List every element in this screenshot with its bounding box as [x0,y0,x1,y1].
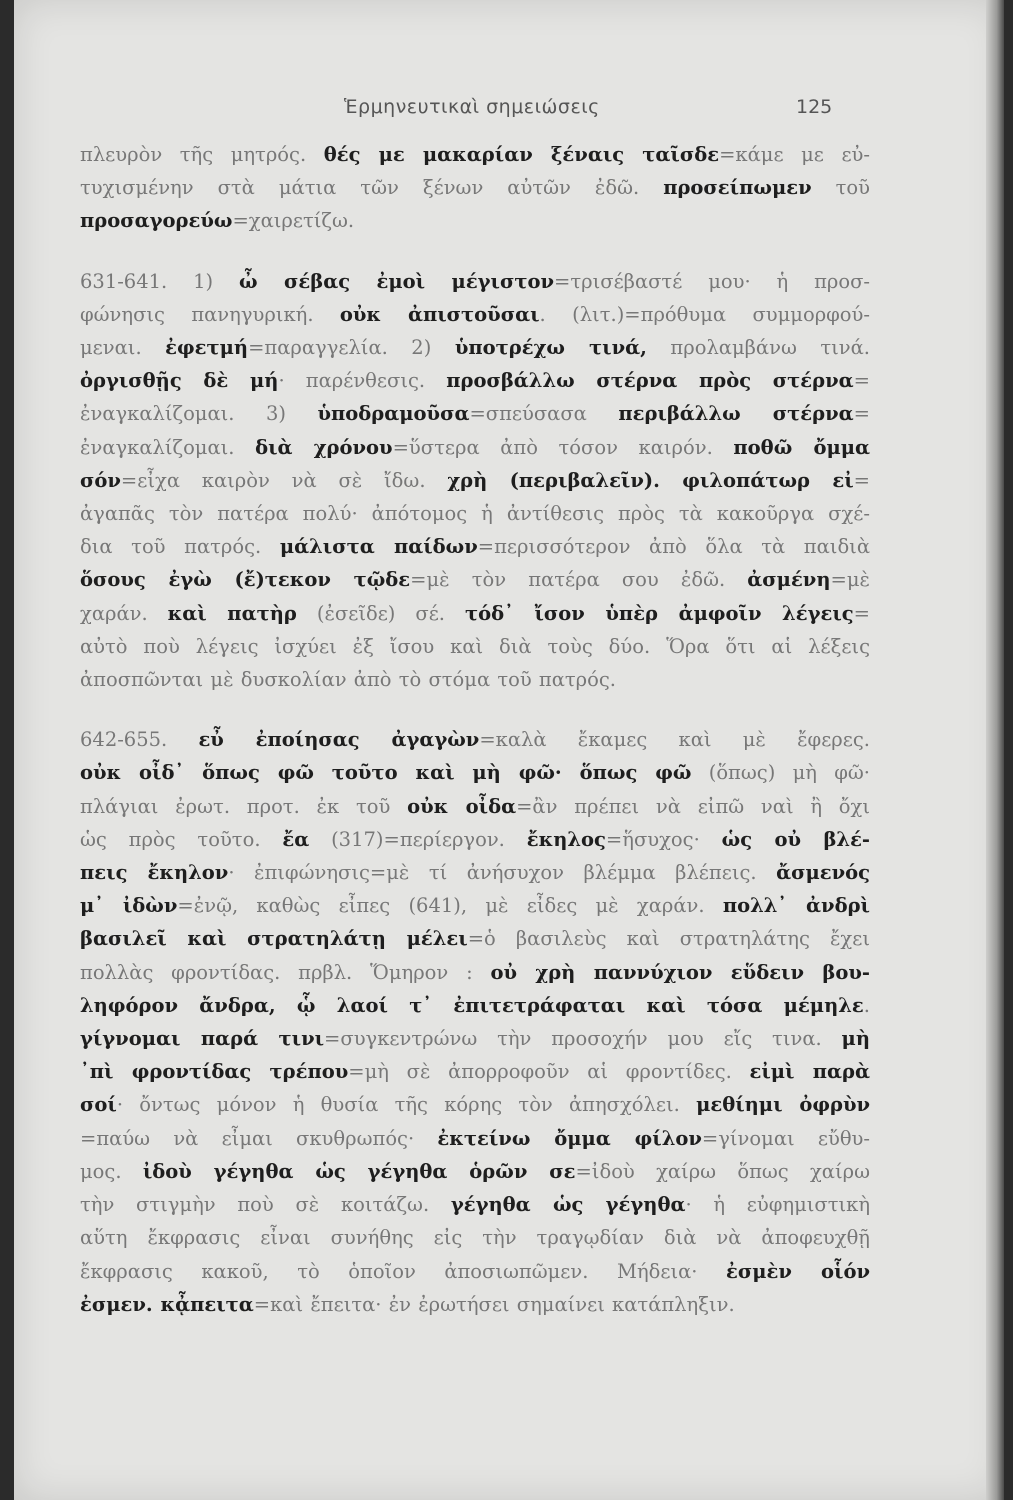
text-line [80,630,870,663]
explanation-text: =ἥσυχος· [605,827,722,851]
explanation-text: =παύω νὰ εἶμαι σκυθρωπός· [80,1126,438,1150]
explanation-text: =ἂν πρέπει νὰ εἰπῶ ναὶ ἢ ὄχι [516,794,870,818]
lemma-term: ᾽πὶ φροντίδας τρέπου [80,1060,349,1084]
explanation-text: =εἶχα καιρὸν νὰ σὲ ἴδω. [120,468,448,492]
explanation-text: 631-641. 1) [80,269,239,293]
explanation-text: τὴν στιγμὴν ποὺ σὲ κοιτάζω. [80,1193,451,1217]
lemma-term: οὐκ ἀπιστοῦσαι [339,302,540,326]
explanation-text: μος. [80,1159,143,1183]
explanation-text: πλευρὸν τῆς μητρός. [80,143,324,166]
lemma-term: ἐφετμή [165,336,249,360]
explanation-text: πλάγιαι ἐρωτ. προτ. ἐκ τοῦ [80,794,408,818]
explanation-text: πολλὰς φροντίδας. πρβλ. Ὅμηρον : [80,960,491,984]
explanation-text: =σπεύσασα [469,402,619,426]
text-line [80,956,870,989]
explanation-text: ἔκφρασις κακοῦ, τὸ ὁποῖον ἀποσιωπῶμεν. Μήδεια· [80,1259,727,1283]
lemma-term: μεθίημι ὀφρὺν [696,1093,870,1117]
text-line [80,1055,870,1088]
explanation-text: =μὴ σὲ ἀπορροφοῦν αἱ φροντίδες. [348,1060,750,1084]
explanation-text: δια τοῦ πατρός. [80,535,280,559]
lemma-term: διὰ χρόνου [255,435,393,459]
explanation-text: = [853,601,870,625]
explanation-text: =χαιρετίζω. [232,209,355,233]
explanation-text: · ἡ εὐφημιστικὴ [685,1193,870,1217]
text-line [80,298,870,331]
text-line [80,138,870,171]
lemma-term: ὑποδραμοῦσα [317,402,470,426]
lemma-term: καὶ πατὴρ [167,601,297,625]
lemma-term: χρὴ (περιβαλεῖν). φιλοπάτωρ εἰ [447,468,854,492]
lemma-term: ἄσμενός [776,861,870,885]
explanation-text: . (λιτ.)=πρόθυμα συμμορφού- [539,302,870,326]
text-line [80,1288,870,1321]
text-line [80,464,870,497]
lemma-term: προσαγορεύω [80,209,233,233]
lemma-term: περιβάλλω στέρνα [618,402,854,426]
explanation-text: (ὅπως) μὴ φῶ· [691,761,870,785]
running-title: Ἑρμηνευτικαὶ σημειώσεις [344,96,600,118]
text-line [80,1188,870,1221]
lemma-term: μὴ [841,1027,870,1051]
book-page [14,0,1004,1500]
lemma-term: ἀσμένη [747,568,831,592]
explanation-text: =ὕστερα ἀπὸ τόσον καιρόν. [392,435,734,459]
lemma-term: ἐσμὲν οἷόν [726,1259,870,1283]
explanation-text: =περισσότερον ἀπὸ ὅλα τὰ παιδιὰ [477,535,870,559]
lemma-term: εἰμὶ παρὰ [749,1060,870,1084]
explanation-text: ἐναγκαλίζομαι. [80,435,256,459]
explanation-text: =συγκεντρώνω τὴν προσοχήν μου εἴς τινα. [324,1027,842,1051]
explanation-text: ἐναγκαλίζομαι. 3) [80,402,318,426]
text-line [80,823,870,856]
lemma-term: σοί [80,1093,117,1117]
lemma-term: θές με μακαρίαν ξέναις ταῖσδε [323,143,720,166]
lemma-term: ἐκτείνω ὄμμα φίλον [437,1126,702,1150]
explanation-text: αὐτὸ ποὺ λέγεις ἰσχύει ἐξ ἴσου καὶ διὰ τοὺς δύο. Ὅρα ὅτι αἱ λέξεις [80,634,870,658]
text-line [80,331,870,364]
text-line [80,989,870,1022]
text-line [80,563,870,596]
lemma-term: οὐκ οἶδα [407,794,517,818]
lemma-term: ὑποτρέχω τινά, [454,336,647,360]
text-line [80,756,870,789]
text-line [80,530,870,563]
text-line [80,922,870,955]
explanation-text: =ἐνῷ, καθὼς εἶπες (641), μὲ εἶδες μὲ χαράν. [177,894,723,918]
lemma-term: βασιλεῖ καὶ στρατηλάτῃ μέλει [80,927,468,951]
page-edge-shadow [986,0,1004,1500]
explanation-text: τοῦ [811,176,870,200]
explanation-text: =παραγγελία. 2) [248,336,455,360]
explanation-text: (317)=περίεργον. [309,827,527,851]
lemma-term: γίγνομαι παρά τινι [80,1027,325,1051]
lemma-term: οὐκ οἶδ᾽ ὅπως φῶ τοῦτο καὶ μὴ φῶ· ὅπως φῶ [80,761,692,785]
lemma-term: οὐ χρὴ παννύχιον εὕδειν βου- [490,960,870,984]
text-line [80,364,870,397]
lemma-term: τόδ᾽ ἴσον ὑπὲρ ἀμφοῖν λέγεις [465,601,854,625]
explanation-text: χαράν. [80,601,168,625]
lemma-term: ὅσους ἐγὼ (ἔ)τεκον τῷδε [80,568,411,592]
commentary-paragraph [80,723,870,1321]
text-line [80,497,870,530]
lemma-term: σόν [80,468,121,492]
explanation-text: =ὁ βασιλεὺς καὶ στρατηλάτης ἔχει [467,927,870,951]
text-line [80,1122,870,1155]
lemma-term: ὀργισθῇς δὲ μή [80,369,279,393]
explanation-text: μεναι. [80,336,166,360]
explanation-text: ὡς πρὸς τοῦτο. [80,827,283,851]
text-line [80,1221,870,1254]
explanation-text: =ἰδοὺ χαίρω ὅπως χαίρω [575,1159,870,1183]
explanation-text: (ἐσεῖδε) σέ. [296,601,465,625]
lemma-term: ἐσμεν. κᾆπειτα [80,1292,254,1316]
explanation-text: · παρένθεσις. [278,369,447,393]
lemma-term: μάλιστα παίδων [279,535,478,559]
lemma-term: ἔα [282,827,310,851]
lemma-term: μ᾽ ἰδὼν [80,894,178,918]
lemma-term: ἰδοὺ γέγηθα ὡς γέγηθα ὁρῶν σε [142,1159,576,1183]
lemma-term: ὡς οὐ βλέ- [721,827,870,851]
lemma-term: ὦ σέβας ἐμοὶ μέγιστον [238,269,555,293]
text-line [80,397,870,430]
page-number: 125 [796,96,833,118]
text-line [80,265,870,298]
explanation-text: = [853,369,870,393]
text-line [80,1022,870,1055]
explanation-text: =γίνομαι εὔθυ- [701,1126,870,1150]
commentary-paragraph [80,265,870,697]
explanation-text: φώνησις πανηγυρική. [80,302,340,326]
explanation-text: =κάμε με εὐ- [719,143,870,166]
explanation-text: =τρισέβαστέ μου· ἡ προσ- [554,269,870,293]
explanation-text: τυχισμένην στὰ μάτια τῶν ξένων αὐτῶν ἐδῶ. [80,176,664,200]
text-line [80,663,870,696]
text-line [80,1255,870,1288]
commentary-paragraph [80,138,870,238]
explanation-text: ἀγαπᾶς τὸν πατέρα πολύ· ἀπότομος ἡ ἀντίθεσις πρὸς τὰ κακοῦργα σχέ- [80,502,870,526]
explanation-text: = [853,468,870,492]
text-line [80,597,870,630]
text-line [80,431,870,464]
explanation-text: αὕτη ἔκφρασις εἶναι συνήθης εἰς τὴν τραγῳδίαν διὰ νὰ ἀποφευχθῇ [80,1226,870,1250]
explanation-text: · ὄντως μόνον ἡ θυσία τῆς κόρης τὸν ἀπησχόλει. [116,1093,697,1117]
text-line [80,1155,870,1188]
lemma-term: εὖ ἐποίησας ἀγαγὼν [198,728,480,752]
lemma-term: ληφόρον ἄνδρα, ᾧ λαοί τ᾽ ἐπιτετράφαται καὶ τόσα μέμηλε [80,993,864,1017]
text-line [80,889,870,922]
text-line [80,723,870,756]
commentary-text [80,138,870,1321]
explanation-text: = [853,402,870,426]
explanation-text: προλαμβάνω τινά. [646,336,870,360]
lemma-term: γέγηθα ὡς γέγηθα [450,1193,686,1217]
lemma-term: πεις ἔκηλον [80,861,229,885]
lemma-term: ποθῶ ὄμμα [733,435,870,459]
text-line [80,856,870,889]
lemma-term: προσβάλλω στέρνα πρὸς στέρνα [446,369,854,393]
explanation-text: ἀποσπῶνται μὲ δυσκολίαν ἀπὸ τὸ στόμα τοῦ πατρός. [80,668,617,692]
explanation-text: =μὲ [830,568,870,592]
explanation-text: =μὲ τὸν πατέρα σου ἐδῶ. [410,568,748,592]
explanation-text: · ἐπιφώνησις=μὲ τί ἀνήσυχον βλέμμα βλέπεις. [228,861,777,885]
lemma-term: πολλ᾽ ἀνδρὶ [722,894,870,918]
lemma-term: ἔκηλος [526,827,606,851]
text-line [80,790,870,823]
explanation-text: 642-655. [80,728,199,752]
text-line [80,171,870,204]
explanation-text: . [863,993,870,1017]
text-line [80,1088,870,1121]
text-line [80,204,870,237]
explanation-text: =καὶ ἔπειτα· ἐν ἐρωτήσει σημαίνει κατάπληξιν. [253,1292,735,1316]
explanation-text: =καλὰ ἔκαμες καὶ μὲ ἔφερες. [479,728,870,752]
lemma-term: προσείπωμεν [663,176,812,200]
